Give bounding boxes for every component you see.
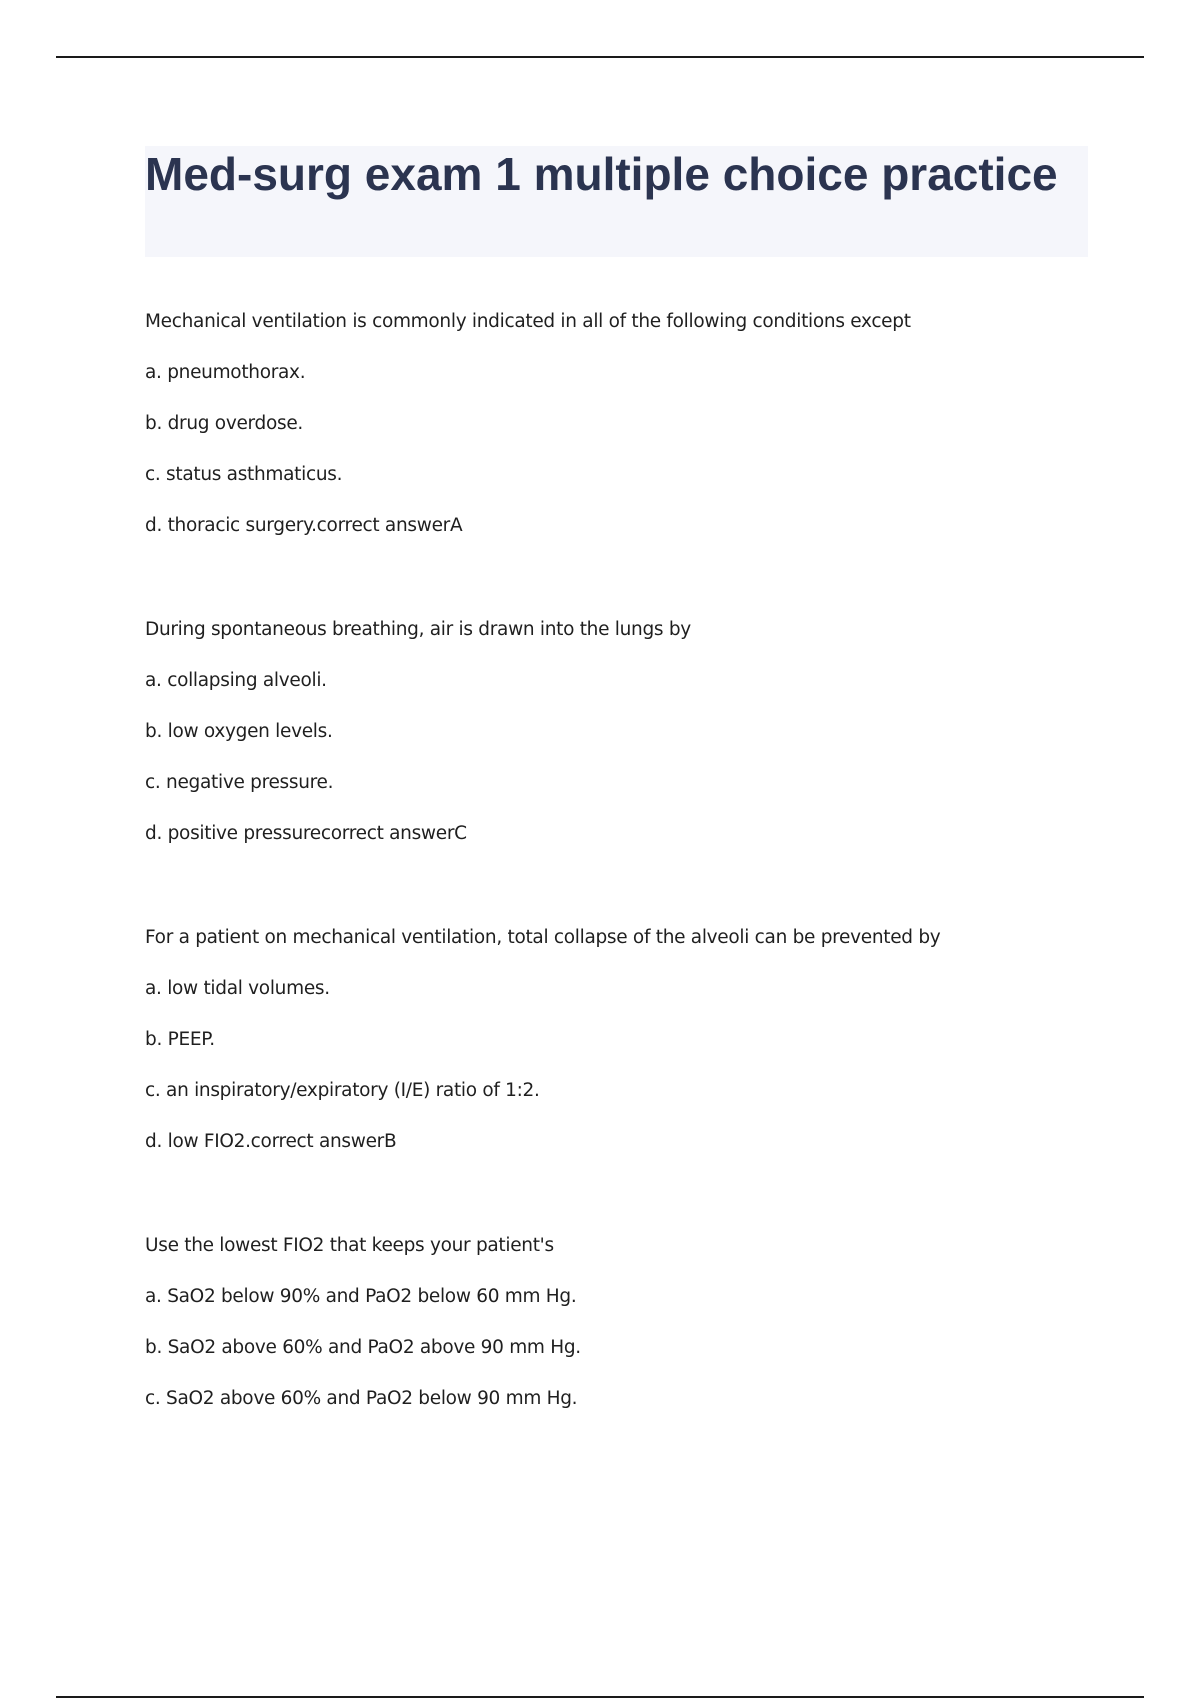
answer-option: d. low FIO2.correct answerB: [145, 1131, 397, 1152]
header-rule: [56, 56, 1144, 58]
answer-option: c. an inspiratory/expiratory (I/E) ratio of 1:2.: [145, 1080, 540, 1101]
answer-option: a. collapsing alveoli.: [145, 670, 327, 691]
footer-rule: [56, 1696, 1144, 1698]
answer-option: d. positive pressurecorrect answerC: [145, 823, 467, 844]
question-block: [145, 921, 1105, 1229]
answer-option: b. SaO2 above 60% and PaO2 above 90 mm Hg.: [145, 1337, 581, 1358]
question-block: [145, 1229, 1105, 1537]
answer-option: c. SaO2 above 60% and PaO2 below 90 mm Hg.: [145, 1388, 578, 1409]
answer-option: a. low tidal volumes.: [145, 978, 330, 999]
page-title: Med-surg exam 1 multiple choice practice: [145, 148, 1058, 200]
question-stem: For a patient on mechanical ventilation, total collapse of the alveoli can be prevented by: [145, 927, 941, 948]
answer-option: c. status asthmaticus.: [145, 464, 343, 485]
question-block: [145, 305, 1105, 613]
answer-option: d. thoracic surgery.correct answerA: [145, 515, 463, 536]
question-stem: Mechanical ventilation is commonly indicated in all of the following conditions except: [145, 311, 911, 332]
answer-option: b. drug overdose.: [145, 413, 303, 434]
answer-option: a. SaO2 below 90% and PaO2 below 60 mm Hg.: [145, 1286, 577, 1307]
answer-option: c. negative pressure.: [145, 772, 334, 793]
answer-option: a. pneumothorax.: [145, 362, 306, 383]
question-stem: During spontaneous breathing, air is drawn into the lungs by: [145, 619, 691, 640]
question-block: [145, 613, 1105, 921]
answer-option: b. low oxygen levels.: [145, 721, 333, 742]
answer-option: b. PEEP.: [145, 1029, 215, 1050]
document-body: [145, 305, 1105, 1537]
question-stem: Use the lowest FIO2 that keeps your patient's: [145, 1235, 554, 1256]
